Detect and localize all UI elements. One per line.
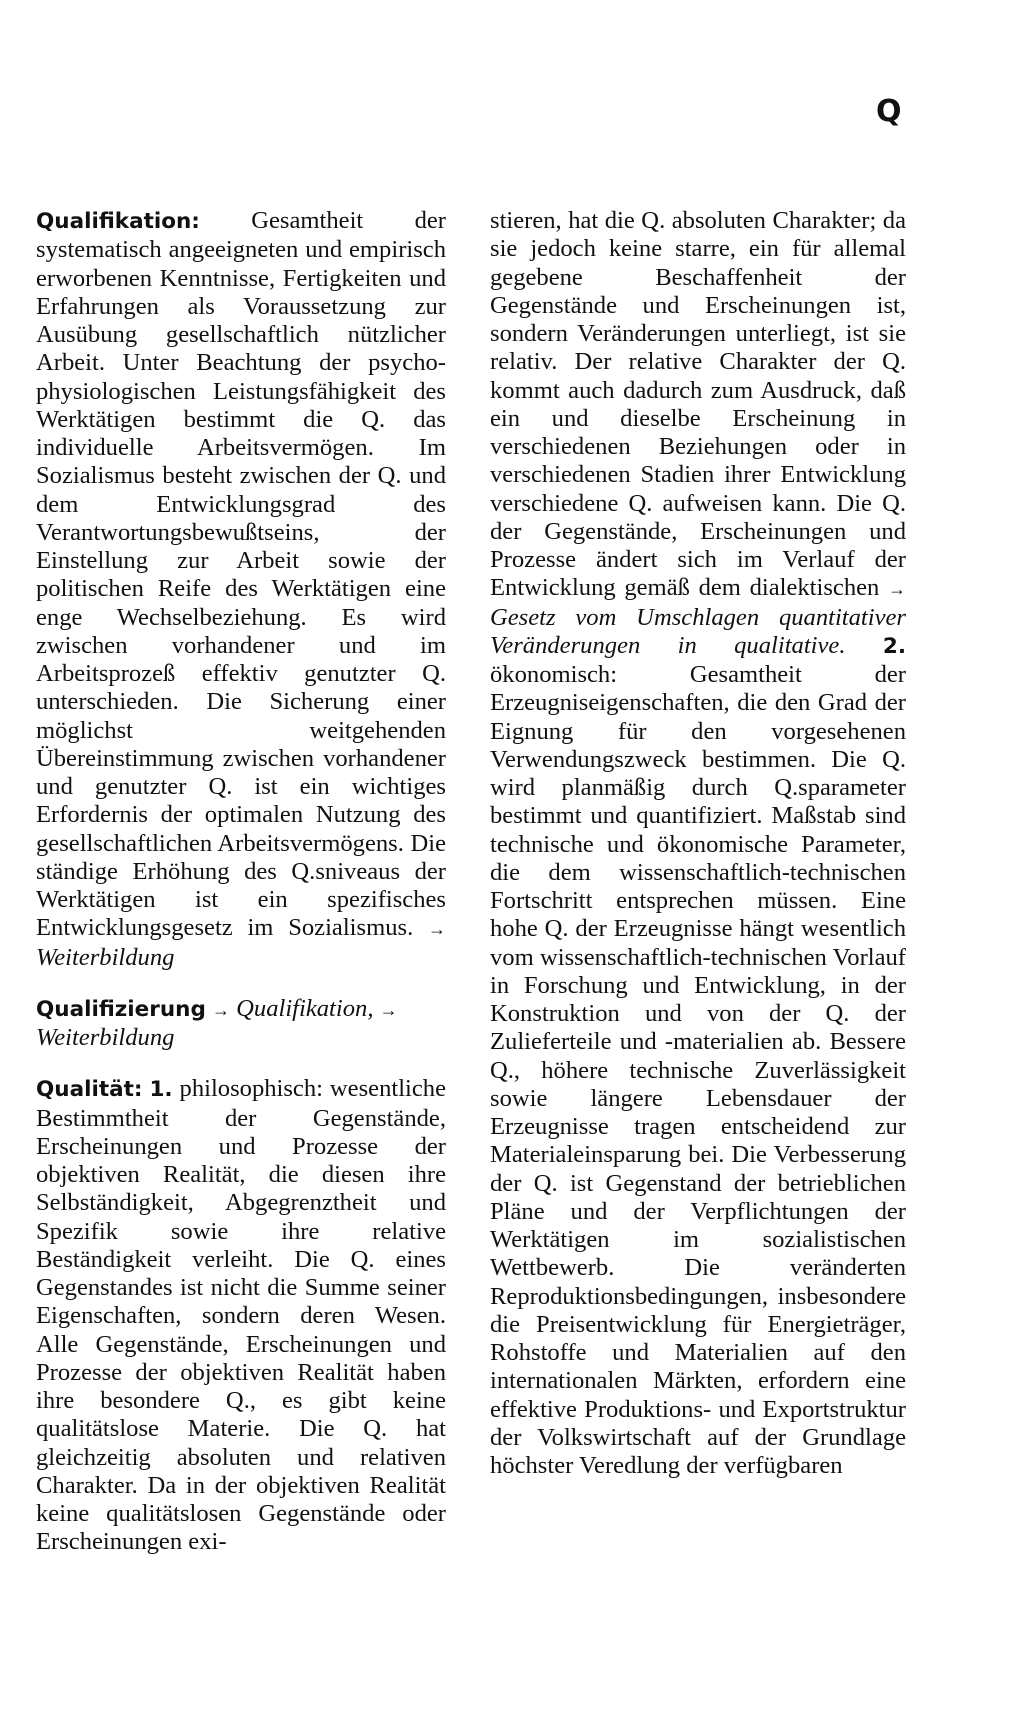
right-column — [490, 207, 906, 1480]
cross-reference-arrow-icon: → — [212, 999, 230, 1020]
cross-reference-weiterbildung[interactable]: Weiterbildung — [36, 943, 175, 971]
left-column — [36, 207, 446, 1557]
headword-qualifikation: Qualifikation: — [36, 209, 200, 234]
definition-qualitaet-philosophisch: philosophisch: wesentliche Bestimmtheit der Gegenstände, Erscheinungen und Prozesse der objektiven Realität, die diesen ihre Selbständigkeit, Abgegrenztheit und Spezifik sowie ihre relative Beständigkeit verleiht. Die Q. eines Gegenstandes ist nicht die Summe seiner Eigenschaften, sondern deren Wesen. Alle Gegenstände, Erscheinungen und Prozesse der objektiven Realität haben ihre besondere Q., es gibt keine qualitätslose Materie. Die Q. hat gleichzeitig absoluten und relativen Charakter. Da in der objektiven Realität keine qualitätslosen Gegenstände oder Erscheinungen exi- — [36, 1075, 446, 1556]
cross-reference-arrow-icon: → — [888, 579, 906, 600]
definition-qualitaet-oekonomisch: ökonomisch: Gesamtheit der Erzeugniseigenschaften, die den Grad der Eignung für den vorgesehenen Verwendungszweck bestimmen. Die Q. wird planmäßig durch Q.sparameter bestimmt und quantifiziert. Maßstab sind technische und ökonomische Parameter, die dem wissenschaftlich-technischen Fortschritt entsprechen müssen. Eine hohe Q. der Erzeugnisse hängt wesentlich vom wissenschaftlich-technischen Vorlauf in Forschung und Entwicklung, in der Konstruktion und von der Q. der Zulieferteile und -materialien ab. Bessere Q., höhere technische Zuverlässigkeit sowie längere Lebensdauer der Erzeugnisse tragen entscheidend zur Materialeinsparung bei. Die Verbesserung der Q. ist Gegenstand der betrieblichen Pläne und der Verpflichtungen der Werktätigen im sozialistischen Wettbewerb. Die veränderten Reproduktionsbedingungen, insbesondere die Preisentwicklung für Energieträger, Rohstoffe und Materialien auf den internationalen Märkten, erfordern eine effektive Produktions- und Exportstruktur der Volkswirtschaft auf der Grundlage höchster Veredlung der verfügbaren — [490, 661, 906, 1479]
cross-reference-arrow-icon: → — [379, 999, 398, 1020]
sense-number: 1. — [149, 1077, 173, 1103]
definition-qualifikation: Gesamtheit der systematisch angeeigneten und empirisch erworbenen Kenntnisse, Fertigkeiten und Erfahrungen als Voraussetzung zur Ausübung gesellschaftlich nützlicher Arbeit. Unter Beachtung der psycho-physiologischen Leistungsfähigkeit des Werktätigen bestimmt die Q. das individuelle Arbeitsvermögen. Im Sozialismus besteht zwischen der Q. und dem Entwicklungsgrad des Verantwortungsbewußtseins, der Einstellung zur Arbeit sowie der politischen Reife des Werktätigen eine enge Wechselbeziehung. Es wird zwischen vorhandener und im Arbeitsprozeß effektiv genutzter Q. unterschieden. Die Sicherung einer möglichst weitgehenden Übereinstimmung zwischen vorhandener und genutzter Q. ist ein wichtiges Erfordernis der optimalen Nutzung des gesellschaftlichen Arbeitsvermögens. Die ständige Erhöhung des Q.sniveaus der Werktätigen ist ein spezifisches Entwicklungsgesetz im Sozialismus. — [36, 207, 446, 942]
cross-reference-arrow-icon: → — [428, 919, 447, 940]
entry-qualifikation — [36, 207, 446, 972]
entry-qualitaet-continued — [490, 207, 906, 1480]
headword-qualifizierung: Qualifizierung — [36, 996, 206, 1022]
cross-reference-weiterbildung[interactable]: Weiterbildung — [36, 1024, 175, 1051]
page-section-letter: Q — [876, 94, 902, 129]
headword-qualitaet: Qualität: — [36, 1077, 143, 1103]
sense-number: 2. — [882, 633, 906, 659]
cross-reference-gesetz-umschlagen[interactable]: Gesetz vom Umschlagen quantitativer Veränderungen in qualitative. — [490, 603, 906, 659]
entry-qualifizierung — [36, 995, 446, 1053]
cross-reference-qualifikation[interactable]: Qualifikation, — [236, 994, 374, 1022]
entry-qualitaet — [36, 1075, 446, 1556]
definition-continuation: stieren, hat die Q. absoluten Charakter; da sie jedoch keine starre, ein für allemal gegebene Beschaffenheit der Gegenstände und Erscheinungen ist, sondern Veränderungen unterliegt, ist sie relativ. Der relative Charakter der Q. kommt auch dadurch zum Ausdruck, daß ein und dieselbe Erscheinung in verschiedenen Beziehungen oder in verschiedenen Stadien ihrer Entwicklung verschiedene Q. aufweisen kann. Die Q. der Gegenstände, Erscheinungen und Prozesse ändert sich im Verlauf der Entwicklung gemäß dem dialektischen — [490, 207, 906, 602]
